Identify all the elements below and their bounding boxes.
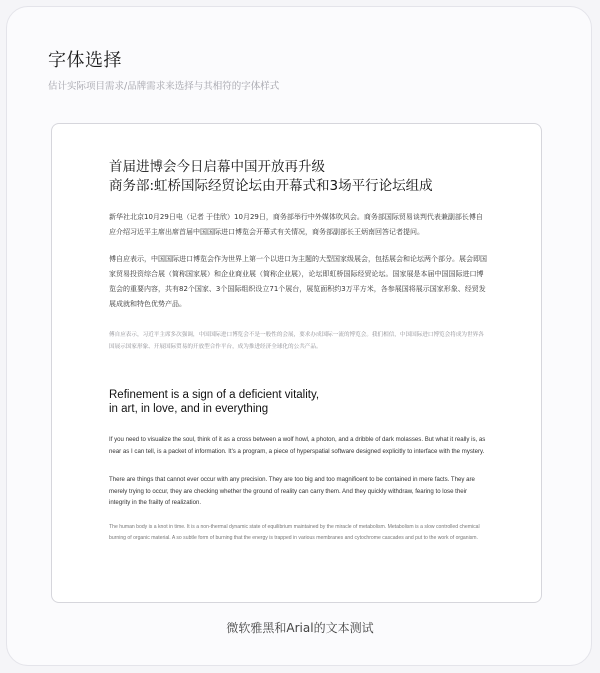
- english-paragraph-2: There are things that cannot ever occur with any precision. They are too big and too magnificent to be contained in mere facts. They are merely trying to occur, they are checking whether the ground of reality can carry them. And they quickly withdraw, fearing to lose their integrity in the frailty of realization.: [109, 476, 475, 506]
- text-sample-card: [51, 123, 542, 603]
- chinese-paragraph-1: 新华社北京10月29日电（记者 于佳欣）10月29日，商务部举行中外媒体吹风会。商务部国际贸易谈判代表兼副部长傅自应介绍习近平主席出席首届中国国际进口博览会开幕式有关情况，商务部副部长王炳南回答记者提问。: [109, 213, 483, 236]
- chinese-paragraph-3: 傅自应表示，习近平主席多次强调，中国国际进口博览会不是一般性的会展，要求办成国际一流的博览会。我们相信，中国国际进口博览会将成为世界各国展示国家形象、开展国际贸易的开放型合作平台，成为推进经济全球化的公共产品。: [109, 332, 484, 350]
- english-paragraph-1: If you need to visualize the soul, think of it as a cross between a wolf howl, a photon, and a dribble of dark molasses. But what it really is, as near as I can tell, is a packet of information. It's a program, a piece of hyperspatial software designed explicitly to interface with the mystery.: [109, 436, 486, 455]
- font-test-caption: 微软雅黑和Arial的文本测试: [226, 621, 374, 635]
- english-paragraph-3: The human body is a knot in time. It is a non-thermal dynamic state of equilibrium maintained by the miracle of metabolism. Metabolism is a slow controlled chemical burning of organic material. A so subtle form of burning that the energy is trapped in various membranes and cytochrome cascades and put to the work of organism.: [109, 524, 480, 541]
- page-title: 字体选择: [48, 50, 122, 71]
- chinese-headline: 首届进博会今日启幕中国开放再升级 商务部:虹桥国际经贸论坛由开幕式和3场平行论坛组成: [109, 159, 433, 194]
- chinese-paragraph-2: 傅自应表示，中国国际进口博览会作为世界上第一个以进口为主题的大型国家级展会，包括展会和论坛两个部分。展会即国家贸易投资综合展（简称国家展）和企业商业展（简称企业展），论坛即虹桥国际经贸论坛。国家展是本届中国国际进口博览会的重要内容，共有82个国家、3个国际组织设立71个展台，展览面积约3万平方米，各参展国将展示国家形象、经贸发展成就和特色优势产品。: [109, 255, 487, 308]
- english-headline: Refinement is a sign of a deficient vitality, in art, in love, and in everything: [109, 389, 320, 415]
- page-subtitle: 估计实际项目需求/品牌需求来选择与其相符的字体样式: [48, 81, 280, 92]
